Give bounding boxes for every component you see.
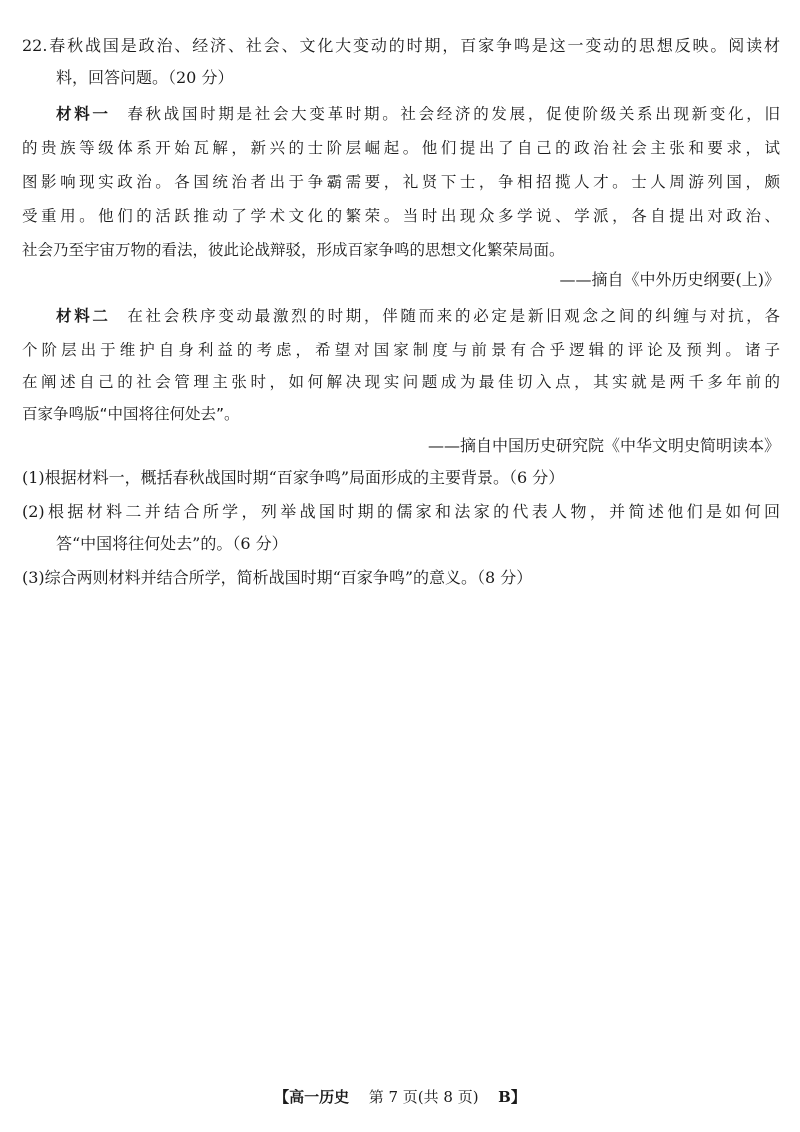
material1-label: 材料一 bbox=[56, 104, 111, 123]
material2-line-4: 百家争鸣版“中国将往何处去”。 bbox=[22, 405, 240, 423]
question-stem-line-2: 料，回答问题。（20 分） bbox=[56, 68, 234, 87]
subquestion-1: (1)根据材料一，概括春秋战国时期“百家争鸣”局面形成的主要背景。（6 分） bbox=[22, 468, 565, 487]
material2-text-1: 在社会秩序变动最激烈的时期，伴随而来的必定是新旧观念之间的纠缠与对抗，各 bbox=[124, 307, 780, 325]
page-footer bbox=[0, 1087, 800, 1107]
footer-page-info: 第 7 页(共 8 页) bbox=[368, 1088, 479, 1106]
material1-source: ——摘自《中外历史纲要(上)》 bbox=[559, 270, 780, 289]
material1-line-2: 的贵族等级体系开始瓦解，新兴的士阶层崛起。他们提出了自己的政治社会主张和要求，试 bbox=[22, 139, 780, 157]
material1-line-1 bbox=[56, 104, 780, 124]
subquestion-3: (3)综合两则材料并结合所学，简析战国时期“百家争鸣”的意义。（8 分） bbox=[22, 568, 533, 587]
material1-line-5: 社会乃至宇宙万物的看法，彼此论战辩驳，形成百家争鸣的思想文化繁荣局面。 bbox=[22, 241, 565, 259]
footer-version: B】 bbox=[498, 1088, 526, 1106]
material1-line-3: 图影响现实政治。各国统治者出于争霸需要，礼贤下士，争相招揽人才。士人周游列国，颇 bbox=[22, 173, 780, 191]
subquestion-2-line-2: 答“中国将往何处去”的。（6 分） bbox=[56, 534, 288, 553]
material2-source: ——摘自中国历史研究院《中华文明史简明读本》 bbox=[427, 436, 780, 455]
material2-line-2: 个阶层出于维护自身利益的考虑，希望对国家制度与前景有合乎逻辑的评论及预判。诸子 bbox=[22, 341, 780, 359]
subquestion-2-line-1: (2)根据材料二并结合所学，列举战国时期的儒家和法家的代表人物，并简述他们是如何回 bbox=[22, 502, 780, 521]
material1-line-4: 受重用。他们的活跃推动了学术文化的繁荣。当时出现众多学说、学派，各自提出对政治、 bbox=[22, 207, 780, 225]
footer-subject: 【高一历史 bbox=[274, 1088, 350, 1106]
material2-line-1 bbox=[56, 306, 780, 326]
material2-label: 材料二 bbox=[56, 306, 111, 325]
material1-text-1: 春秋战国时期是社会大变革时期。社会经济的发展，促使阶级关系出现新变化，旧 bbox=[124, 105, 780, 123]
question-stem-line-1: 22.春秋战国是政治、经济、社会、文化大变动的时期，百家争鸣是这一变动的思想反映。阅读材 bbox=[22, 36, 780, 55]
material2-line-3: 在阐述自己的社会管理主张时，如何解决现实问题成为最佳切入点，其实就是两千多年前的 bbox=[22, 373, 780, 391]
